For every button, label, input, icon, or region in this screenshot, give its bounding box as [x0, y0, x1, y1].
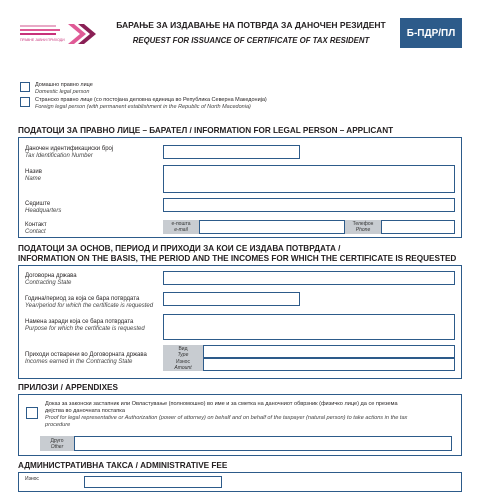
- fee-amount-label: Износ: [25, 476, 39, 482]
- incomes-label: Приходи остварени во Договорната држава Incomes earned in the Contracting State: [25, 352, 147, 365]
- phone-tag: Телефон Phone: [345, 220, 381, 234]
- legal-representative-proof-checkbox[interactable]: [26, 407, 38, 419]
- page-title: БАРАЊЕ ЗА ИЗДАВАЊЕ НА ПОТВРДА ЗА ДАНОЧЕН РЕЗИДЕНТ: [116, 20, 386, 30]
- section-appendixes-title: ПРИЛОЗИ / APPENDIXES: [18, 383, 118, 392]
- phone-field[interactable]: [381, 220, 455, 234]
- purpose-label: Намена заради која се бара потврдата Purpose for which the certificate is requested: [25, 319, 145, 332]
- email-field[interactable]: [199, 220, 345, 234]
- logo-mark-icon: [18, 22, 102, 46]
- other-tag: Друго Other: [40, 436, 74, 451]
- legal-representative-proof-label: Доказ за законски застапник или Овластување (полномошно) во име и за сметка на даночниот обврзник (физичко лице) да се презема дејства во даночната постапка Proof for legal representative or Authorization (power of attorney) on behalf and on behalf of the taxpayer (natural person) to take actions in the tax procedure: [45, 401, 408, 428]
- form-code: Б-ПДР/ПЛ: [406, 27, 456, 39]
- section-applicant-title: ПОДАТОЦИ ЗА ПРАВНО ЛИЦЕ – БАРАТЕЛ / INFORMATION FOR LEGAL PERSON – APPLICANT: [18, 126, 394, 135]
- name-label: Назив Name: [25, 169, 42, 182]
- domestic-legal-person-checkbox[interactable]: [20, 82, 30, 92]
- year-period-label: Година/период за која се бара потврдата Year/period for which the certificate is requested: [25, 296, 154, 309]
- other-field[interactable]: [74, 436, 452, 451]
- contact-label: Контакт Contact: [25, 222, 47, 235]
- email-tag: е-пошта e-mail: [163, 220, 199, 234]
- contracting-state-label: Договорна држава Contracting State: [25, 273, 77, 286]
- income-type-field[interactable]: [203, 345, 455, 358]
- purpose-field[interactable]: [163, 314, 455, 340]
- foreign-legal-person-checkbox[interactable]: [20, 97, 30, 107]
- form-code-badge: [400, 18, 462, 48]
- income-amount-tag: Износ Amount: [163, 358, 203, 371]
- fee-amount-field[interactable]: [84, 476, 222, 488]
- logo: [18, 22, 102, 46]
- headquarters-label: Седиште Headquarters: [25, 201, 62, 214]
- year-period-field[interactable]: [163, 292, 300, 306]
- domestic-legal-person-label: Домашно правно лице Domestic legal person: [35, 82, 93, 95]
- tax-id-label: Даночен идентификациски број Tax Identification Number: [25, 146, 114, 159]
- foreign-legal-person-label: Странско правно лице (со постојана деловна единица во Република Северна Македонија) Foreign legal person (with permanent establishment in the Republic of North Macedonia): [35, 97, 267, 110]
- income-type-tag: Вид Type: [163, 345, 203, 358]
- name-field[interactable]: [163, 165, 455, 193]
- contracting-state-field[interactable]: [163, 271, 455, 285]
- income-amount-field[interactable]: [203, 358, 455, 371]
- page-title-en: REQUEST FOR ISSUANCE OF CERTIFICATE OF TAX RESIDENT: [132, 36, 370, 45]
- tax-id-field[interactable]: [163, 145, 300, 159]
- section-fee-title: АДМИНИСТРАТИВНА ТАКСА / ADMINISTRATIVE FEE: [18, 461, 228, 470]
- logo-text: ПРАВНЕ ЈАВНИ ПРИХОДИ: [20, 38, 65, 42]
- section-basis-title: ПОДАТОЦИ ЗА ОСНОВ, ПЕРИОД И ПРИХОДИ ЗА КОИ СЕ ИЗДАВА ПОТВРДАТА / INFORMATION ON THE BASIS, THE PERIOD AND THE INCOMES FOR WHICH THE CERTIFICATE IS REQUESTED: [18, 244, 457, 263]
- headquarters-field[interactable]: [163, 198, 455, 212]
